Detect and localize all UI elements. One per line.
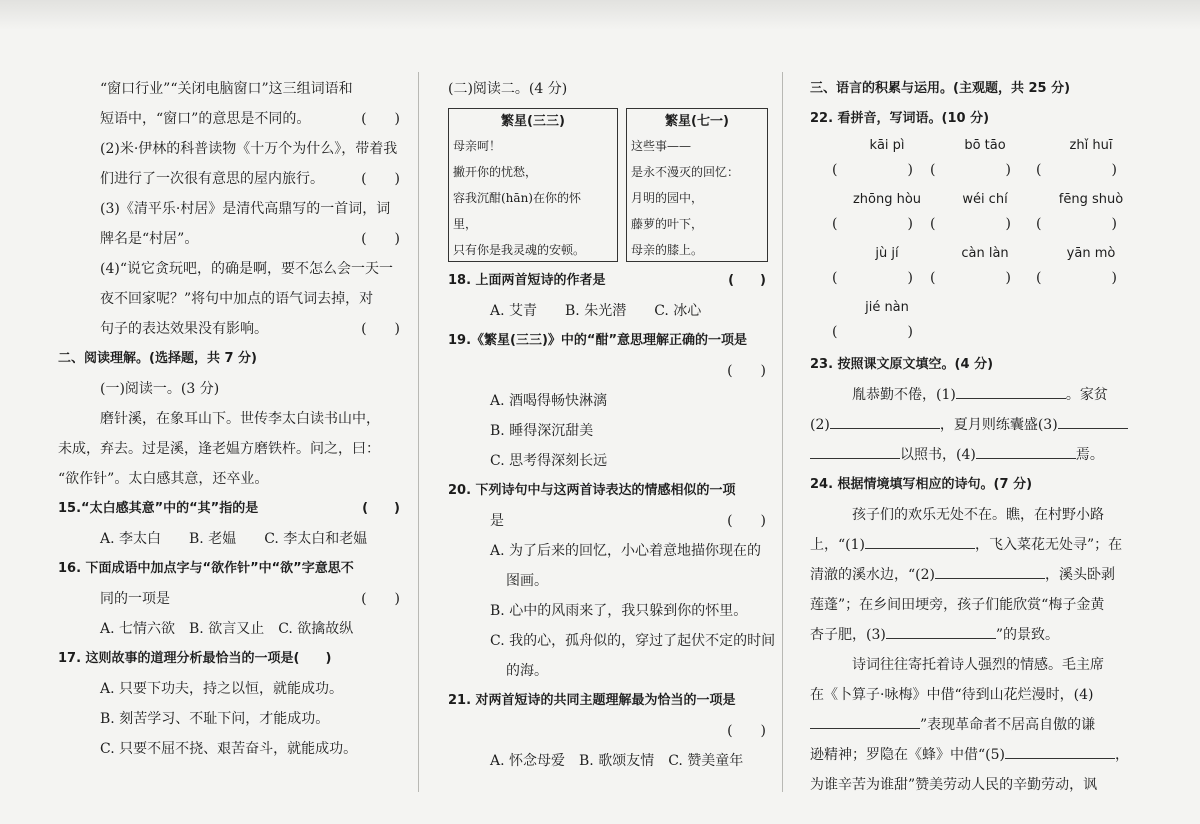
text-line — [58, 644, 400, 674]
line-text: 逊精神；罗隐在《蜂》中借“(5) — [810, 747, 1005, 763]
text-line — [58, 434, 400, 464]
poem-fanxing-71 — [626, 108, 768, 262]
line-text: (2) — [810, 417, 830, 433]
answer-box[interactable]: ( ) — [832, 216, 913, 232]
text-line — [58, 554, 400, 584]
line-text: 磨针溪，在象耳山下。世传李太白读书山中， — [100, 411, 380, 427]
reading2-title: (二)阅读二。(4 分) — [448, 81, 568, 97]
question-24-lines — [810, 500, 1142, 800]
line-text: 在《卜算子·咏梅》中借“待到山花烂漫时，(4) — [810, 687, 1094, 703]
fill-blank[interactable] — [956, 380, 1066, 399]
line-text: C. 思考得深刻长远 — [490, 453, 608, 469]
line-text: 们进行了一次很有意思的屋内旅行。 — [100, 171, 324, 187]
text-line — [448, 746, 766, 776]
column-divider-2 — [782, 72, 783, 792]
poem-line: 月明的园中， — [631, 191, 704, 205]
line-text: 图画。 — [506, 573, 548, 589]
pinyin-item — [930, 188, 1040, 236]
line-text: 句子的表达效果没有影响。 — [100, 321, 268, 337]
answer-box[interactable]: ( ) — [1036, 162, 1117, 178]
pinyin-item — [1036, 242, 1146, 290]
line-text: 杏子肥，(3) — [810, 627, 886, 643]
line-text: 同的一项是 — [100, 591, 170, 607]
line-text: 18. 上面两首短诗的作者是 — [448, 273, 606, 288]
text-line — [58, 224, 400, 254]
line-text: A. 七情六欲 B. 欲言又止 C. 欲擒故纵 — [100, 621, 354, 637]
fill-blank[interactable] — [1005, 740, 1115, 759]
answer-bracket[interactable]: ( ) — [727, 513, 766, 529]
text-line — [448, 266, 766, 296]
fill-blank[interactable] — [810, 710, 920, 729]
pinyin-text: càn làn — [961, 246, 1009, 261]
answer-box[interactable]: ( ) — [930, 162, 1011, 178]
pinyin-row — [810, 134, 1142, 188]
text-line — [58, 584, 400, 614]
line-text: 16. 下面成语中加点字与“欲作针”中“欲”字意思不 — [58, 561, 354, 576]
text-line — [810, 650, 1142, 680]
answer-bracket[interactable]: ( ) — [362, 501, 400, 516]
pinyin-text: yān mò — [1066, 246, 1116, 261]
line-text: 的海。 — [506, 663, 548, 679]
pinyin-text: jù jí — [875, 246, 899, 261]
question-23-lines — [810, 380, 1142, 470]
text-line — [448, 506, 766, 536]
line-text: 诗词往往寄托着诗人强烈的情感。毛主席 — [852, 657, 1104, 673]
poem-line: 撇开你的忧愁， — [453, 165, 538, 179]
text-line — [448, 326, 766, 356]
line-text: A. 只要下功夫，持之以恒，就能成功。 — [100, 681, 344, 697]
pinyin-item — [1036, 188, 1146, 236]
line-text: 是 — [490, 513, 504, 529]
text-line — [58, 494, 400, 524]
line-text: 莲蓬”；在乡间田埂旁，孩子们能欣赏“梅子金黄 — [810, 597, 1105, 613]
line-text: “窗口行业”“关闭电脑窗口”这三组词语和 — [100, 81, 353, 97]
answer-bracket[interactable]: ( ) — [728, 273, 766, 288]
answer-box[interactable]: ( ) — [930, 216, 1011, 232]
line-text: ”表现革命者不居高自傲的谦 — [920, 717, 1096, 733]
line-text: 20. 下列诗句中与这两首诗表达的情感相似的一项 — [448, 483, 736, 498]
answer-bracket[interactable]: ( ) — [361, 111, 400, 127]
text-line — [58, 344, 400, 374]
poem-line: 只有你是我灵魂的安顿。 — [453, 243, 586, 257]
poem-title: 繁星(七一) — [665, 114, 729, 129]
text-line — [810, 620, 1142, 650]
answer-box[interactable]: ( ) — [832, 324, 913, 340]
line-text: 为谁辛苦为谁甜”赞美劳动人民的辛勤劳动，讽 — [810, 777, 1098, 793]
pinyin-item — [1036, 134, 1146, 182]
text-line — [58, 254, 400, 284]
poem-boxes — [448, 104, 766, 266]
pinyin-text: zhǐ huī — [1069, 138, 1113, 153]
line-text: B. 睡得深沉甜美 — [490, 423, 594, 439]
scan-top-edge — [0, 0, 1200, 30]
line-text: 焉。 — [1075, 447, 1104, 463]
line-text: A. 李太白 B. 老媪 C. 李太白和老媪 — [100, 531, 368, 547]
poem-title: 繁星(三三) — [501, 114, 565, 129]
line-text: 胤恭勤不倦，(1) — [852, 387, 956, 403]
text-line — [810, 560, 1142, 590]
column-2 — [448, 74, 776, 776]
line-text: A. 艾青 B. 朱光潜 C. 冰心 — [490, 303, 702, 319]
line-text: 清澈的溪水边，“(2) — [810, 567, 935, 583]
line-text: (一)阅读一。(3 分) — [100, 381, 220, 397]
text-line — [810, 500, 1142, 530]
question-23: 23. 按照课文原文填空。(4 分) — [810, 357, 994, 372]
text-line — [448, 656, 766, 686]
pinyin-item — [930, 134, 1040, 182]
answer-box[interactable]: ( ) — [1036, 270, 1117, 286]
poem-line: 这些事—— — [631, 139, 692, 153]
line-text: 牌名是“村居”。 — [100, 231, 199, 247]
fill-blank[interactable] — [886, 620, 996, 639]
text-line — [810, 680, 1142, 710]
line-text: 15.“太白感其意”中的“其”指的是 — [58, 501, 259, 516]
answer-bracket[interactable]: ( ) — [361, 321, 400, 337]
line-text: B. 刻苦学习、不耻下问，才能成功。 — [100, 711, 330, 727]
poem-line: 母亲呵！ — [453, 139, 502, 153]
line-text: ，飞入菜花无处寻”；在 — [975, 537, 1123, 553]
line-text: 17. 这则故事的道理分析最恰当的一项是( ) — [58, 651, 332, 666]
answer-bracket[interactable]: ( ) — [361, 231, 400, 247]
line-text: (4)“说它贪玩吧，的确是啊，要不怎么会一天一 — [100, 261, 393, 277]
line-text: 未成，弃去。过是溪，逢老媪方磨铁杵。问之，曰： — [58, 441, 380, 457]
text-line — [810, 380, 1142, 410]
text-line — [448, 716, 766, 746]
text-line — [58, 74, 400, 104]
line-text: 以照书，(4) — [900, 447, 976, 463]
line-text: A. 怀念母爱 B. 歌颂友情 C. 赞美童年 — [490, 753, 744, 769]
line-text: 上，“(1) — [810, 537, 865, 553]
text-line — [58, 374, 400, 404]
pinyin-item — [832, 242, 942, 290]
pinyin-item — [832, 134, 942, 182]
text-line — [58, 314, 400, 344]
poem-fanxing-33 — [448, 108, 618, 262]
pinyin-item — [832, 188, 942, 236]
line-text: C. 我的心，孤舟似的，穿过了起伏不定的时间 — [490, 633, 776, 649]
pinyin-row — [810, 296, 1142, 350]
column-2-questions — [448, 266, 776, 776]
fill-blank[interactable] — [810, 440, 900, 459]
line-text: 夜不回家呢？”将句中加点的语气词去掉，对 — [100, 291, 374, 307]
answer-bracket[interactable]: ( ) — [361, 591, 400, 607]
pinyin-text: zhōng hòu — [852, 192, 922, 207]
pinyin-text: kāi pì — [869, 138, 905, 153]
line-text: 短语中，“窗口”的意思是不同的。 — [100, 111, 311, 127]
poem-line: 藤萝的叶下， — [631, 217, 704, 231]
line-text: 。家贫 — [1065, 387, 1108, 403]
text-line — [58, 134, 400, 164]
text-line — [58, 734, 400, 764]
text-line — [810, 770, 1142, 800]
answer-box[interactable]: ( ) — [1036, 216, 1117, 232]
column-divider-1 — [418, 72, 419, 792]
text-line — [448, 626, 776, 656]
text-line — [448, 476, 766, 506]
text-line — [448, 566, 766, 596]
fill-blank[interactable] — [976, 440, 1076, 459]
poem-line: 母亲的膝上。 — [631, 243, 704, 257]
pinyin-item — [832, 296, 942, 344]
line-text: A. 为了后来的回忆，小心着意地描你现在的 — [490, 543, 762, 559]
pinyin-row — [810, 242, 1142, 296]
text-line — [448, 686, 766, 716]
line-text: 21. 对两首短诗的共同主题理解最为恰当的一项是 — [448, 693, 736, 708]
fill-blank[interactable] — [1058, 410, 1128, 429]
poem-line: 是永不漫灭的回忆： — [631, 165, 740, 179]
text-line — [810, 410, 1142, 440]
line-text: ，溪头卧剥 — [1045, 567, 1115, 583]
column-3 — [810, 74, 1142, 800]
text-line — [448, 596, 766, 626]
answer-bracket[interactable]: ( ) — [361, 171, 400, 187]
fill-blank[interactable] — [865, 530, 975, 549]
text-line — [58, 464, 400, 494]
text-line — [58, 404, 400, 434]
question-24: 24. 根据情境填写相应的诗句。(7 分) — [810, 477, 1033, 492]
answer-box[interactable]: ( ) — [930, 270, 1011, 286]
text-line — [810, 530, 1142, 560]
line-text: 孩子们的欢乐无处不在。瞧，在村野小路 — [852, 507, 1104, 523]
question-22: 22. 看拼音，写词语。(10 分) — [810, 111, 990, 126]
pinyin-grid — [810, 134, 1142, 350]
line-text: ， — [1115, 747, 1129, 763]
pinyin-row — [810, 188, 1142, 242]
text-line — [58, 164, 400, 194]
line-text: ，夏月则练囊盛(3) — [939, 417, 1058, 433]
line-text: ”的景致。 — [995, 627, 1060, 643]
poem-line: 里， — [453, 217, 478, 231]
pinyin-text: jié nàn — [865, 300, 909, 315]
line-text: “欲作针”。太白感其意，还卒业。 — [58, 471, 269, 487]
fill-blank[interactable] — [935, 560, 1045, 579]
text-line — [448, 386, 766, 416]
text-line — [448, 356, 766, 386]
text-line — [448, 416, 766, 446]
text-line — [58, 194, 400, 224]
text-line — [810, 740, 1142, 770]
fill-blank[interactable] — [830, 410, 940, 429]
text-line — [448, 296, 766, 326]
text-line — [448, 446, 766, 476]
poem-line: 容我沉酣(hān)在你的怀 — [453, 191, 581, 205]
pinyin-text: bō tāo — [964, 138, 1006, 153]
answer-bracket[interactable]: ( ) — [727, 723, 766, 739]
line-text: C. 只要不屈不挠、艰苦奋斗，就能成功。 — [100, 741, 358, 757]
text-line — [810, 440, 1142, 470]
answer-box[interactable]: ( ) — [832, 162, 913, 178]
text-line — [58, 104, 400, 134]
text-line — [58, 614, 400, 644]
pinyin-text: wéi chí — [962, 192, 1008, 207]
text-line — [58, 524, 400, 554]
section-3-title: 三、语言的积累与运用。(主观题，共 25 分) — [810, 81, 1071, 96]
line-text: A. 酒喝得畅快淋漓 — [490, 393, 608, 409]
text-line — [58, 704, 400, 734]
pinyin-item — [930, 242, 1040, 290]
line-text: (2)米·伊林的科普读物《十万个为什么》，带着我 — [100, 141, 398, 157]
text-line — [810, 710, 1142, 740]
text-line — [58, 284, 400, 314]
answer-box[interactable]: ( ) — [832, 270, 913, 286]
line-text: (3)《清平乐·村居》是清代高鼎写的一首词，词 — [100, 201, 391, 217]
text-line — [810, 590, 1142, 620]
answer-bracket[interactable]: ( ) — [727, 363, 766, 379]
line-text: 二、阅读理解。(选择题，共 7 分) — [58, 351, 257, 366]
line-text: B. 心中的风雨来了，我只躲到你的怀里。 — [490, 603, 748, 619]
line-text: 19.《繁星(三三)》中的“酣”意思理解正确的一项是 — [448, 333, 748, 348]
column-1 — [58, 74, 400, 764]
pinyin-text: fēng shuò — [1058, 192, 1124, 207]
text-line — [58, 674, 400, 704]
text-line — [448, 536, 766, 566]
